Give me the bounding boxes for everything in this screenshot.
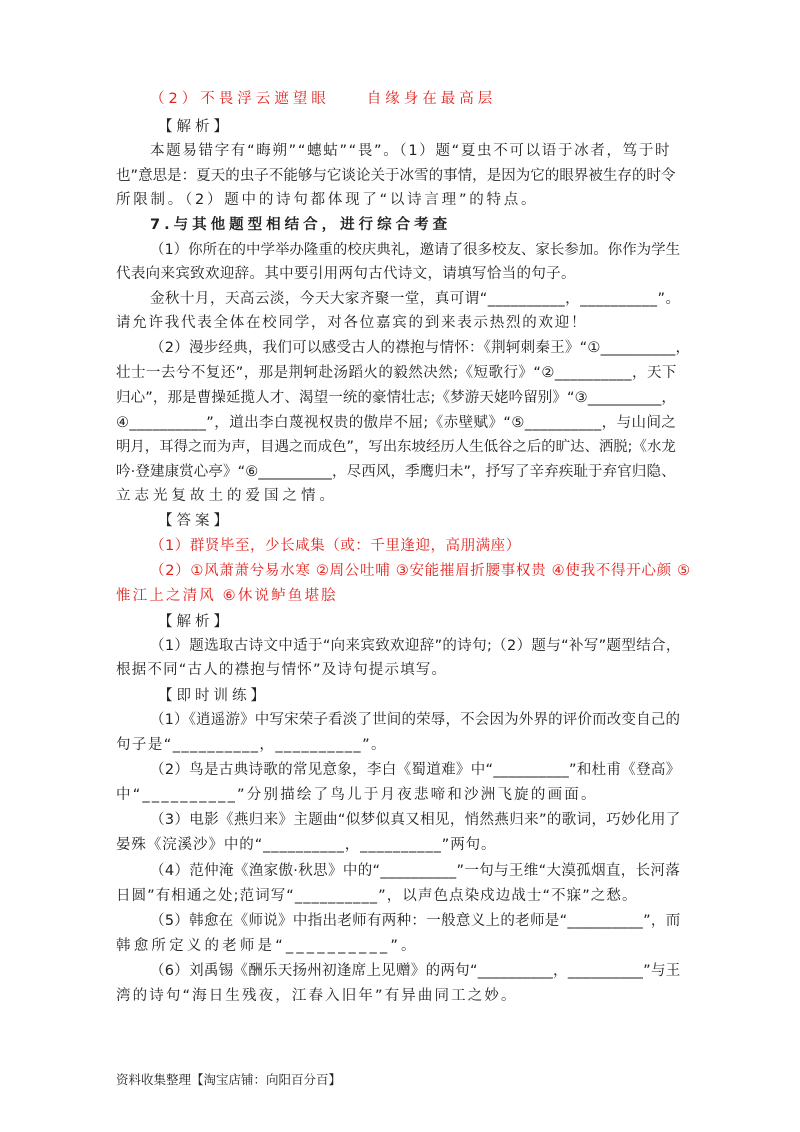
text-line: 日圆”有相通之处;范词写“__________”，以声色点染戍边战士“不寐”之愁。 <box>116 888 638 904</box>
text-line: 代表向来宾致欢迎辞。其中要引用两句古代诗文，请填写恰当的句子。 <box>116 266 576 282</box>
text-line: 【解析】 <box>158 119 232 135</box>
text-line: 句子是“__________，__________”。 <box>116 737 387 753</box>
text-line: 中“__________”分别描绘了鸟儿于月夜悲啼和沙洲飞旋的画面。 <box>116 787 598 803</box>
text-line: 【解析】 <box>158 614 232 630</box>
text-line: 【即时训练】 <box>158 688 269 704</box>
text-line: （2）鸟是古典诗歌的常见意象，李白《蜀道难》中“__________”和杜甫《登高》 <box>150 762 681 778</box>
text-line: （6）刘禹锡《酬乐天扬州初逢席上见赠》的两句“__________，__________”与王 <box>150 963 681 979</box>
text-line: 吟·登建康赏心亭》“⑥__________，尽西风，季鹰归未”，抒写了辛弃疾耻于弃官归隐、 <box>116 464 676 480</box>
text-line: （1）你所在的中学举办隆重的校庆典礼，邀请了很多校友、家长参加。你作为学生 <box>150 242 681 258</box>
text-line: 惟江上之清风 ⑥休说鲈鱼堪脍 <box>116 588 338 604</box>
text-line: 金秋十月，天高云淡，今天大家齐聚一堂，真可谓“__________，__________”。 <box>150 291 681 307</box>
text-line: （5）韩愈在《师说》中指出老师有两种：一般意义上的老师是“__________”，而 <box>150 913 681 929</box>
text-line: （1）题选取古诗文中适于“向来宾致欢迎辞”的诗句;（2）题与“补写”题型结合， <box>150 638 681 654</box>
text-line: 也”意思是：夏天的虫子不能够与它谈论关于冰雪的事情，是因为它的眼界被生存的时令 <box>116 168 676 184</box>
text-line: （2）漫步经典，我们可以感受古人的襟抱与情怀：《荆轲刺秦王》“①__________， <box>150 340 691 356</box>
text-line: 明月，耳得之而为声，目遇之而成色”，写出东坡经历人生低谷之后的旷达、洒脱;《水龙 <box>116 439 676 455</box>
text-line: （2）不畏浮云遮望眼 自缘身在最高层 <box>150 91 497 107</box>
text-line: （1）《逍遥游》中写宋荣子看淡了世间的荣辱，不会因为外界的评价而改变自己的 <box>150 712 681 728</box>
text-line: 所限制。（2）题中的诗句都体现了“以诗言理”的特点。 <box>116 192 539 208</box>
text-line: 立志光复故土的爱国之情。 <box>116 488 338 504</box>
text-line: ④__________”，道出李白蔑视权贵的傲岸不屈;《赤壁赋》“⑤__________，与山间之 <box>116 415 677 431</box>
text-line: （1）群贤毕至，少长咸集（或：千里逢迎，高朋满座） <box>150 538 521 554</box>
text-line: （2）①风萧萧兮易水寒 ②周公吐哺 ③安能摧眉折腰事权贵 ④使我不得开心颜 ⑤ <box>150 563 691 579</box>
text-line: （4）范仲淹《渔家傲·秋思》中的“__________”一句与王维“大漠孤烟直，长河落 <box>150 863 681 879</box>
text-line: 韩愈所定义的老师是“__________”。 <box>116 938 419 954</box>
text-line: 请允许我代表全体在校同学，对各位嘉宾的到来表示热烈的欢迎！ <box>116 315 588 331</box>
text-line: 晏殊《浣溪沙》中的“__________，__________”两句。 <box>116 837 497 853</box>
text-line: 根据不同“古人的襟抱与情怀”及诗句提示填写。 <box>116 662 448 678</box>
text-line: 湾的诗句“海日生残夜，江春入旧年”有异曲同工之妙。 <box>116 988 518 1004</box>
page-footer: 资料收集整理【淘宝店铺：向阳百分百】 <box>116 1072 342 1087</box>
text-line: 归心”，那是曹操延揽人才、渴望一统的豪情壮志;《梦游天姥吟留别》“③__________， <box>116 390 677 406</box>
text-line: 【答案】 <box>158 513 232 529</box>
text-line: 本题易错字有“晦朔”“蟪蛄”“畏”。（1）题“夏虫不可以语于冰者，笃于时 <box>150 143 672 159</box>
text-line: 壮士一去兮不复还”，那是荆轲赴汤蹈火的毅然决然;《短歌行》“②__________，天下 <box>116 365 677 381</box>
text-line: 7.与其他题型相结合，进行综合考查 <box>150 217 452 233</box>
text-line: （3）电影《燕归来》主题曲“似梦似真又相见，悄然燕归来”的歌词，巧妙化用了 <box>150 812 681 828</box>
